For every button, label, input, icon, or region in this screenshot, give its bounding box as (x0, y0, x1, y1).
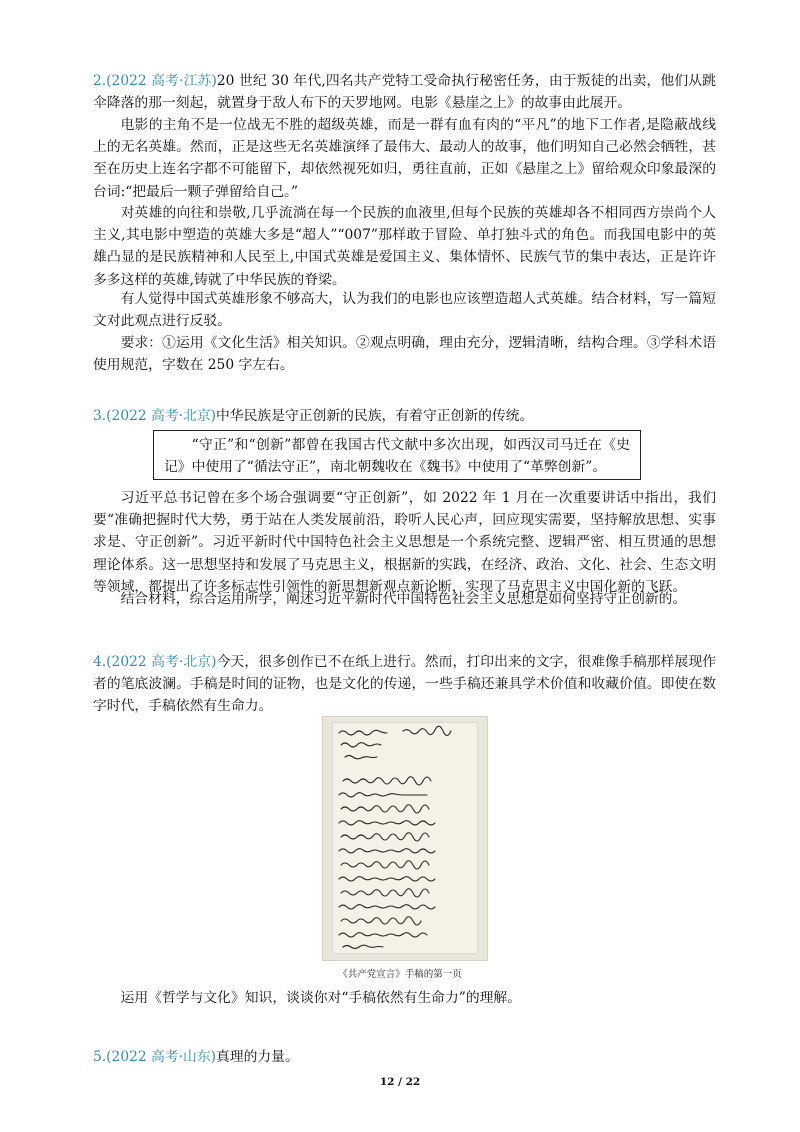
q2-paragraph-2: 电影的主角不是一位战无不胜的超级英雄，而是一群有血有肉的“平凡”的地下工作者,是隐蔽战线上的无名英雄。然而，正是这些无名英雄演绎了最伟大、最动人的故事，他们明知自己必然会牺牲，甚至在历史上连名字都不可能留下，却依然视死如归，勇往直前，正如《悬崖之上》留给观众印象最深的台词:“把最后一颗子弹留给自己。” (93, 117, 716, 200)
q4-source: 4.(2022 高考·北京) (93, 654, 217, 670)
manuscript-paper (333, 723, 477, 953)
q2-source: 2.(2022 高考·江苏) (93, 73, 217, 89)
page-number: 12 / 22 (379, 1076, 421, 1088)
q4-paragraph-intro (93, 651, 716, 718)
q5-paragraph-intro (93, 1046, 716, 1068)
q2-text: 20 世纪 30 年代,四名共产党特工受命执行秘密任务，由于叛徒的出卖，他们从跳伞降落的那一刻起，就置身于敌人布下的天罗地网。电影《悬崖之上》的故事由此展开。 (93, 73, 717, 112)
q3-source: 3.(2022 高考·北京) (93, 408, 216, 424)
q3-paragraph-intro (93, 405, 716, 427)
handwriting-scribbles (333, 723, 477, 953)
q3-quote-text: “守正”和“创新”都曾在我国古代文献中多次出现，如西汉司马迁在《史记》中使用了“循法守正”，南北朝魏收在《魏书》中使用了“革弊创新”。 (164, 437, 630, 476)
q3-question: 结合材料，综合运用所学，阐述习近平新时代中国特色社会主义思想是如何坚持守正创新的。 (120, 591, 687, 607)
manuscript-image (322, 716, 488, 961)
q2-paragraph-intro (93, 70, 716, 114)
q2-paragraph-4: 有人觉得中国式英雄形象不够高大，认为我们的电影也应该塑造超人式英雄。结合材料，写一篇短文对此观点进行反驳。 (93, 291, 716, 330)
q2-paragraph-3: 对英雄的向往和崇敬,几乎流淌在每一个民族的血液里,但每个民族的英雄却各不相同西方崇尚个人主义,其电影中塑造的英雄大多是“超人”“007”那样敢于冒险、单打独斗式的角色。而我国电影中的英雄凸显的是民族精神和人民至上,中国式英雄是爱国主义、集体情怀、民族气节的集中表达，正是许许多多这样的英雄,铸就了中华民族的脊梁。 (93, 205, 716, 288)
q4-text: 今天，很多创作已不在纸上进行。然而，打印出来的文字，很难像手稿那样展现作者的笔底波澜。手稿是时间的证物，也是文化的传递，一些手稿还兼具学术价值和收藏价值。即使在数字时代，手稿依然有生命力。 (93, 654, 717, 715)
q5-source: 5.(2022 高考·山东) (93, 1049, 216, 1065)
q5-text: 真理的力量。 (216, 1049, 299, 1065)
q2-requirements: 要求：①运用《文化生活》相关知识。②观点明确，理由充分，逻辑清晰，结构合理。③学科术语使用规范，字数在 250 字左右。 (93, 335, 716, 374)
q3-paragraph-1: 习近平总书记曾在多个场合强调要“守正创新”，如 2022 年 1 月在一次重要讲话中指出，我们要“准确把握时代大势，勇于站在人类发展前沿，聆听人民心声，回应现实需要，坚持解放思想、实事求是、守正创新”。习近平新时代中国特色社会主义思想是一个系统完整、逻辑严密、相互贯通的思想理论体系。这一思想坚持和发展了马克思主义，根据新的实践，在经济、政治、文化、社会、生态文明等领域，都提出了许多标志性引领性的新思想新观点新论断，实现了马克思主义中国化新的飞跃。 (93, 490, 716, 595)
manuscript-caption: 《共产党宣言》手稿的第一页 (338, 969, 462, 980)
q3-text: 中华民族是守正创新的民族，有着守正创新的传统。 (216, 408, 534, 424)
q3-quote-box (153, 430, 641, 480)
q4-question: 运用《哲学与文化》知识，谈谈你对“手稿依然有生命力”的理解。 (120, 990, 522, 1006)
